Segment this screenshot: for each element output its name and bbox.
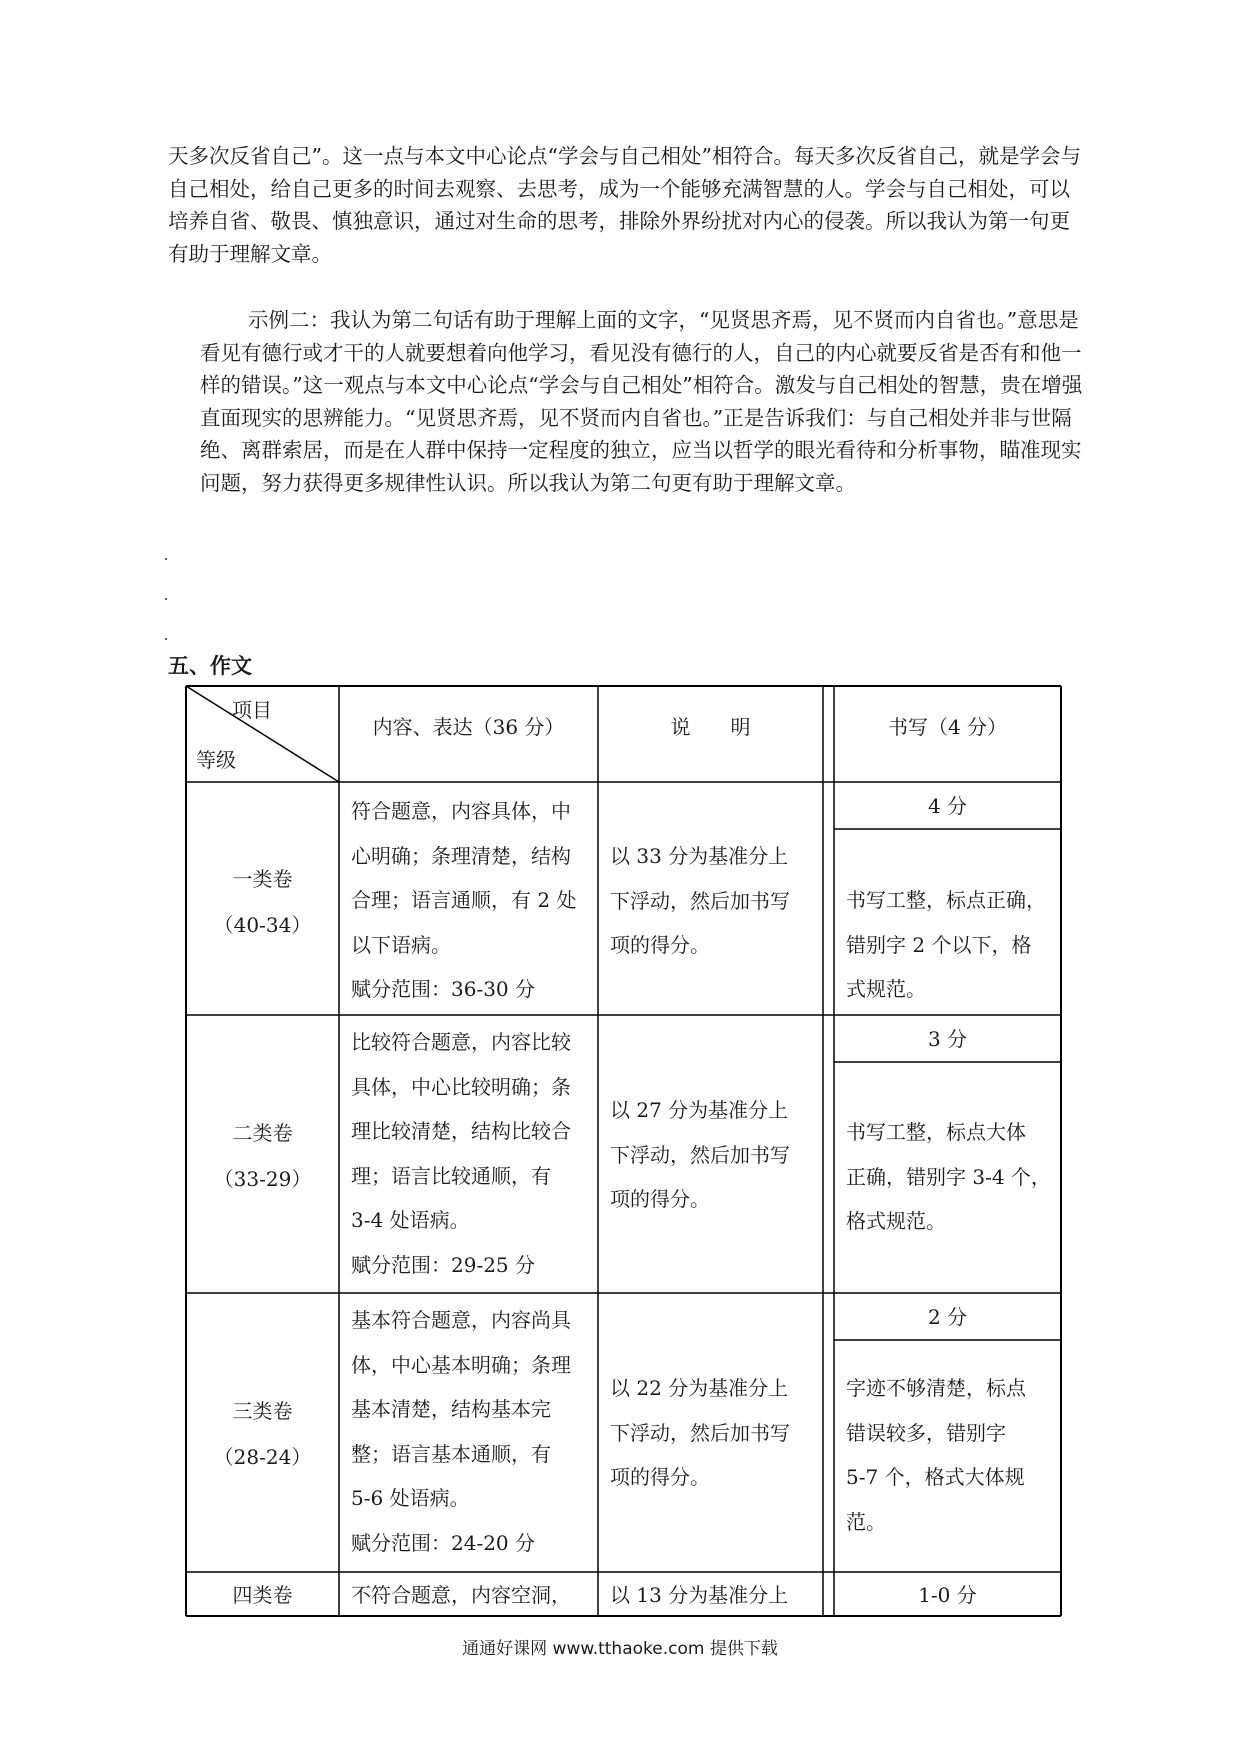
- note-line: 下浮动，然后加书写: [610, 1420, 790, 1445]
- note-line: 以 13 分为基准分上: [610, 1583, 789, 1607]
- row-note: [610, 834, 820, 968]
- content-line: 基本清楚，结构基本完: [351, 1397, 551, 1421]
- content-line: 赋分范围：24-20 分: [351, 1530, 536, 1555]
- content-line: 整；语言基本通顺，有: [351, 1441, 551, 1466]
- row-note: [610, 1366, 820, 1500]
- note-line: 下浮动，然后加书写: [610, 1142, 790, 1167]
- writing-desc: [846, 878, 1058, 1012]
- writing-line: 书写工整，标点大体: [846, 1120, 1026, 1144]
- note-line: 以 27 分为基准分上: [610, 1098, 789, 1122]
- content-line: 5-6 处语病。: [351, 1486, 470, 1510]
- row-content: [351, 789, 591, 1012]
- writing-line: 书写工整，标点正确，: [846, 888, 1046, 912]
- writing-desc: [846, 1366, 1058, 1544]
- content-line: 赋分范围：29-25 分: [351, 1252, 536, 1277]
- writing-line: 5-7 个，格式大体规: [846, 1465, 1025, 1489]
- note-line: 以 22 分为基准分上: [610, 1376, 789, 1400]
- writing-line: 式规范。: [846, 977, 926, 1001]
- grade-range: （40-34）: [213, 913, 312, 937]
- content-line: 具体，中心比较明确；条: [351, 1074, 571, 1099]
- writing-line: 错别字 2 个以下，格: [846, 932, 1032, 957]
- grade-range: （28-24）: [213, 1445, 312, 1469]
- content-line: 以下语病。: [351, 932, 451, 957]
- grade-range: （33-29）: [213, 1167, 312, 1191]
- content-line: 合理；语言通顺，有 2 处: [351, 888, 577, 912]
- note-line: 项的得分。: [610, 1187, 710, 1211]
- writing-line: 字迹不够清楚，标点: [846, 1376, 1026, 1400]
- writing-score: 1-0 分: [918, 1583, 977, 1607]
- header-writing: 书写（4 分）: [887, 715, 1008, 739]
- content-line: 心明确；条理清楚，结构: [351, 843, 571, 868]
- writing-score: 2 分: [927, 1305, 968, 1329]
- grade-label: [186, 1388, 339, 1480]
- grade-label: [186, 1110, 339, 1202]
- header-note: 说 明: [670, 715, 751, 739]
- content-line: 体，中心基本明确；条理: [351, 1352, 571, 1377]
- header-diagonal-top: 项目: [232, 698, 272, 722]
- content-line: 3-4 处语病。: [351, 1208, 470, 1232]
- note-line: 下浮动，然后加书写: [610, 888, 790, 913]
- content-line: 赋分范围：36-30 分: [351, 977, 536, 1001]
- section-title: 五、作文: [168, 654, 252, 678]
- note-line: 项的得分。: [610, 1465, 710, 1489]
- example-two-text: 示例二：我认为第二句话有助于理解上面的文字，“见贤思齐焉，见不贤而内自省也。”意思是看见有德行或才干的人就要想着向他学习，看见没有德行的人，自己的内心就要反省是否有和他一样的错误。”这一观点与本文中心论点“学会与自己相处”相符合。激发与自己相处的智慧，贵在增强直面现实的思辨能力。“见贤思齐焉，见不贤而内自省也。”正是告诉我们：与自己相处并非与世隔绝、离群索居，而是在人群中保持一定程度的独立，应当以哲学的眼光看待和分析事物，瞄准现实问题，努力获得更多规律性认识。所以我认为第二句更有助于理解文章。: [200, 308, 1083, 495]
- content-line: 理；语言比较通顺，有: [351, 1163, 551, 1188]
- content-line: 比较符合题意，内容比较: [351, 1030, 571, 1054]
- grade-name: 一类卷: [232, 867, 293, 891]
- content-line: 基本符合题意，内容尚具: [351, 1308, 571, 1332]
- content-line: 符合题意，内容具体，中: [351, 799, 571, 823]
- grade-name: 二类卷: [232, 1121, 293, 1145]
- grade-label: [186, 856, 339, 948]
- writing-line: 范。: [846, 1509, 886, 1534]
- row-note: [610, 1088, 820, 1222]
- writing-line: 错误较多，错别字: [846, 1420, 1006, 1445]
- content-line: 理比较清楚，结构比较合: [351, 1119, 571, 1143]
- note-line: 项的得分。: [610, 933, 710, 957]
- writing-score: 4 分: [927, 794, 968, 818]
- row-content: [351, 1298, 591, 1565]
- content-line: 不符合题意，内容空洞，: [351, 1583, 571, 1607]
- header-diagonal-bottom: 等级: [196, 748, 236, 772]
- writing-line: 正确，错别字 3-4 个，: [846, 1164, 1051, 1189]
- row-content: [351, 1020, 591, 1287]
- grade-name: 三类卷: [232, 1399, 293, 1423]
- footer-text: 通通好课网 www.tthaoke.com 提供下载: [462, 1639, 778, 1659]
- writing-score: 3 分: [927, 1027, 968, 1051]
- grade-name: 四类卷: [232, 1583, 293, 1607]
- writing-desc: [846, 1110, 1058, 1244]
- answer-paragraph-1: 天多次反省自己”。这一点与本文中心论点“学会与自己相处”相符合。每天多次反省自己，就是学会与自己相处，给自己更多的时间去观察、去思考，成为一个能够充满智慧的人。学会与自己相处，可以培养自省、敬畏、慎独意识，通过对生命的思考，排除外界纷扰对内心的侵袭。所以我认为第一句更有助于理解文章。: [168, 144, 1081, 266]
- writing-line: 格式规范。: [846, 1209, 946, 1233]
- note-line: 以 33 分为基准分上: [610, 844, 789, 868]
- header-content: 内容、表达（36 分）: [372, 715, 565, 739]
